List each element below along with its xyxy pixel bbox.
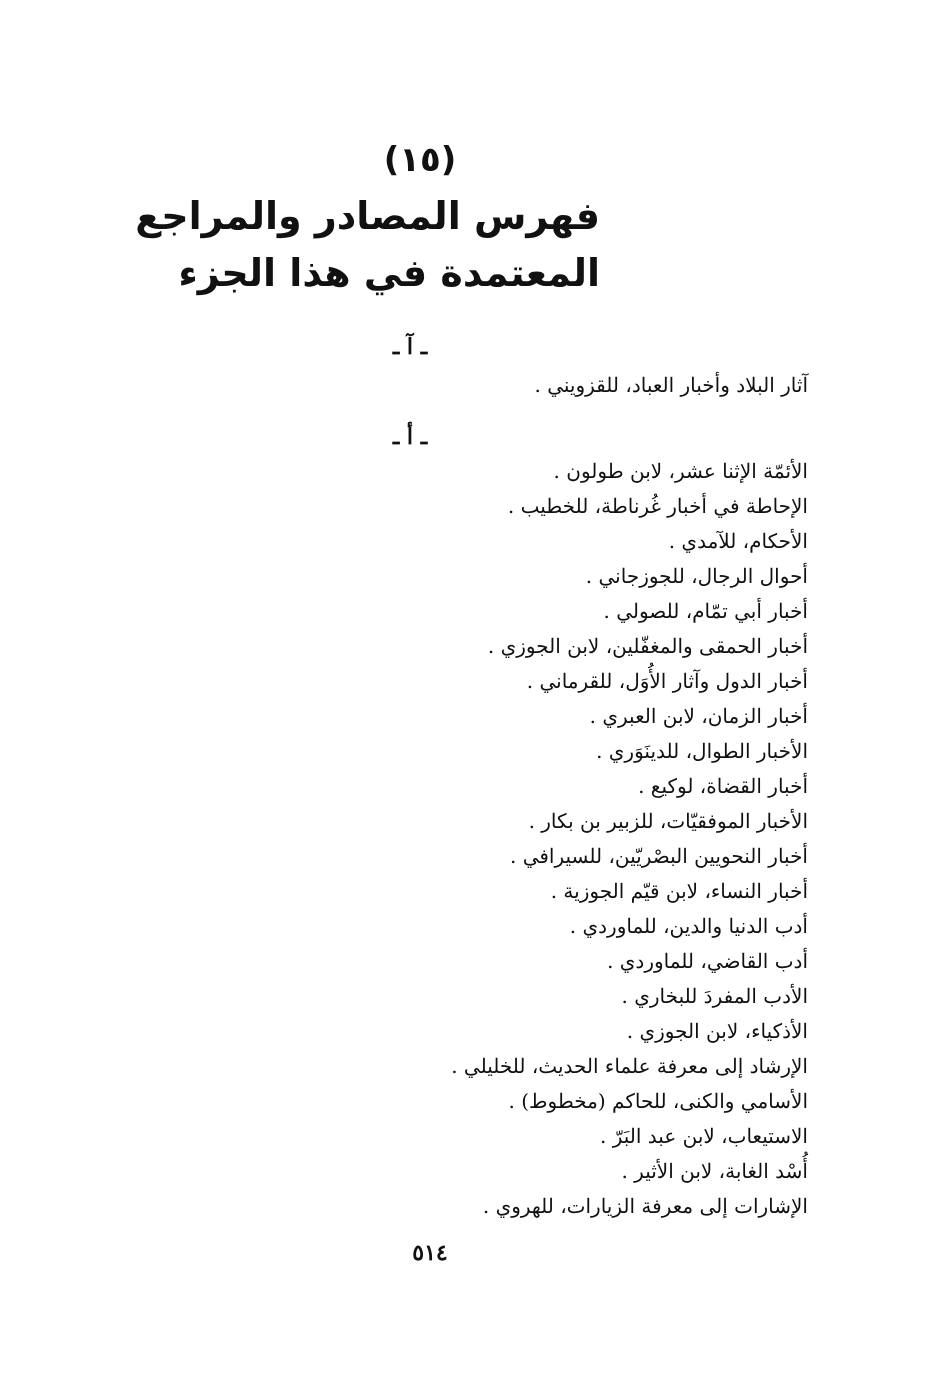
- list-item: الإرشاد إلى معرفة علماء الحديث، للخليلي .: [451, 1054, 808, 1078]
- list-item: الأذكياء، لابن الجوزي .: [626, 1019, 808, 1043]
- list-item: الأحكام، للآمدي .: [668, 529, 808, 553]
- list-item: الإحاطة في أخبار غُرناطة، للخطيب .: [507, 494, 808, 518]
- list-item: أخبار الزمان، لابن العبري .: [589, 704, 808, 728]
- list-item: أدب القاضي، للماوردي .: [607, 949, 808, 973]
- list-item: أحوال الرجال، للجوزجاني .: [585, 564, 808, 588]
- list-item: أخبار النساء، لابن قيّم الجوزية .: [550, 879, 808, 903]
- section-heading-alif-hamza: ـ أ ـ: [392, 424, 428, 450]
- list-item: أدب الدنيا والدين، للماوردي .: [569, 914, 808, 938]
- section-heading-alif-madda: ـ آ ـ: [392, 334, 428, 360]
- list-item: الأدب المفردَ للبخاري .: [621, 984, 808, 1008]
- chapter-number: (١٥): [383, 140, 457, 180]
- list-item: الأئمّة الإثنا عشر، لابن طولون .: [553, 459, 808, 483]
- list-item: أخبار الدول وآثار الأُوَل، للقرماني .: [526, 669, 808, 693]
- list-item: الأسامي والكنى، للحاكم (مخطوط) .: [508, 1089, 808, 1113]
- page-title-line-2: المعتمدة في هذا الجزء: [178, 251, 600, 295]
- list-item: أخبار النحويين البصْريّين، للسيرافي .: [509, 844, 808, 868]
- list-item: أخبار القضاة، لوكيع .: [638, 774, 808, 798]
- list-item: الإشارات إلى معرفة الزيارات، للهروي .: [482, 1194, 808, 1218]
- list-item: أخبار أبي تمّام، للصولي .: [603, 599, 808, 623]
- list-item: الأخبار الموفقيّات، للزبير بن بكار .: [528, 809, 808, 833]
- page-number: ٥١٤: [412, 1240, 448, 1266]
- list-item: الأخبار الطوال، للدينَوَري .: [596, 739, 808, 763]
- page-title-line-1: فهرس المصادر والمراجع: [135, 194, 600, 238]
- list-item: آثار البلاد وأخبار العباد، للقزويني .: [534, 373, 808, 397]
- list-item: الاستيعاب، لابن عبد البَرّ .: [600, 1124, 808, 1148]
- list-item: أُسْد الغابة، لابن الأثير .: [621, 1159, 808, 1183]
- list-item: أخبار الحمقى والمغفّلين، لابن الجوزي .: [487, 634, 808, 658]
